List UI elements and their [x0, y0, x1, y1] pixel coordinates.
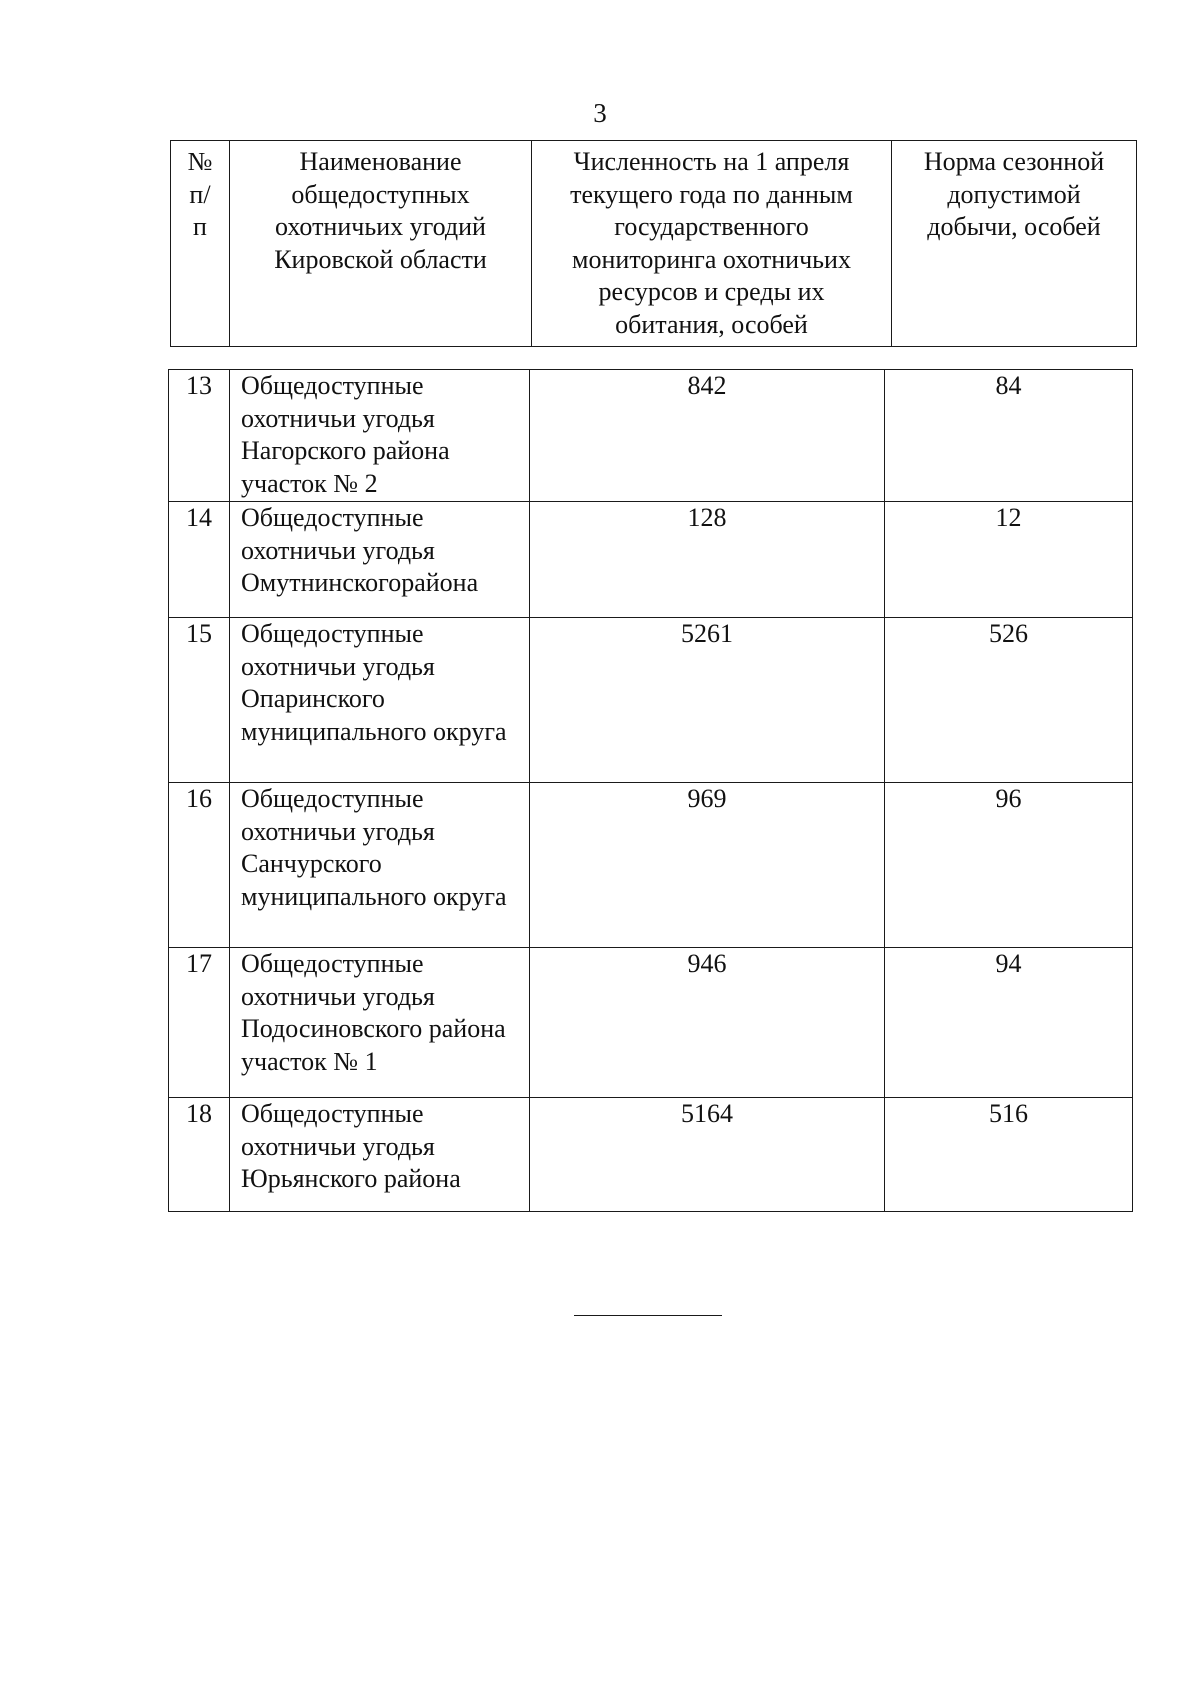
row-count: 842	[530, 370, 885, 502]
row-norm: 94	[885, 948, 1133, 1098]
row-norm: 96	[885, 783, 1133, 948]
row-number: 14	[169, 502, 230, 618]
table-header	[170, 140, 1137, 347]
row-count: 5261	[530, 618, 885, 783]
header-count-label: Численность на 1 апреля текущего года по данным государственного мониторинга охотничьих ресурсов и среды их обитания, особей	[570, 147, 853, 339]
header-cell-norm	[892, 141, 1137, 347]
row-norm: 526	[885, 618, 1133, 783]
header-number-label: № п/п	[187, 147, 213, 241]
header-cell-count	[532, 141, 892, 347]
header-cell-number	[171, 141, 230, 347]
header-row	[171, 141, 1137, 347]
row-name: Общедоступные охотничьи угодья Нагорского района участок № 2	[230, 370, 530, 502]
row-number: 17	[169, 948, 230, 1098]
table-row	[169, 370, 1133, 502]
row-norm: 516	[885, 1098, 1133, 1212]
row-count: 969	[530, 783, 885, 948]
row-count: 946	[530, 948, 885, 1098]
table-row	[169, 502, 1133, 618]
header-cell-name	[230, 141, 532, 347]
table-row	[169, 948, 1133, 1098]
row-number: 13	[169, 370, 230, 502]
table-row	[169, 783, 1133, 948]
row-number: 16	[169, 783, 230, 948]
row-count: 5164	[530, 1098, 885, 1212]
row-count: 128	[530, 502, 885, 618]
row-name: Общедоступные охотничьи угодья Омутнинскогорайона	[230, 502, 530, 618]
row-name: Общедоступные охотничьи угодья Санчурского муниципального округа	[230, 783, 530, 948]
row-norm: 12	[885, 502, 1133, 618]
page-number: 3	[593, 98, 607, 128]
row-name: Общедоступные охотничьи угодья Юрьянского района	[230, 1098, 530, 1212]
row-number: 15	[169, 618, 230, 783]
closing-rule	[574, 1315, 722, 1316]
row-name: Общедоступные охотничьи угодья Опаринского муниципального округа	[230, 618, 530, 783]
header-norm-label: Норма сезонной допустимой добычи, особей	[923, 147, 1105, 241]
table-row	[169, 618, 1133, 783]
header-name-label: Наименование общедоступных охотничьих угодий Кировской области	[274, 147, 487, 274]
row-number: 18	[169, 1098, 230, 1212]
data-table	[168, 369, 1133, 1212]
row-norm: 84	[885, 370, 1133, 502]
table-row	[169, 1098, 1133, 1212]
row-name: Общедоступные охотничьи угодья Подосиновского района участок № 1	[230, 948, 530, 1098]
